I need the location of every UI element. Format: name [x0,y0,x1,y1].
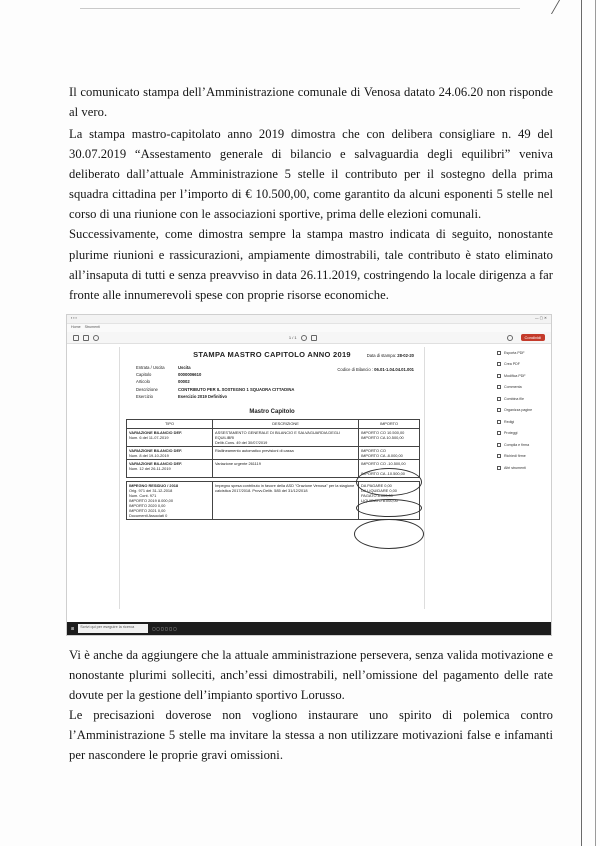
handdrawn-circle [356,499,422,517]
taskbar-icons[interactable]: ◻ ◻ ◻ ◻ ◻ ◻ [152,627,177,631]
windows-taskbar [67,622,551,635]
viewer-titlebar: ▪ ▪ ▪ — ▢ ✕ [67,315,551,324]
help-icon[interactable] [507,335,513,341]
paragraph-2: La stampa mastro-capitolato anno 2019 dimostra che con delibera consigliare n. 49 del 30.07.2019 “Assestamento generale di bilancio e salvaguardia degli equilibri” veniva deliberato dall’attuale Amministrazione 5 stelle il contributo per il sostegno della prima squadra cittadina per l’importo di € 10.500,00, come garantito da alcuni esponenti 5 stelle nel corso di una riunione con le associazioni sportive, prima delle elezioni comunali. [69,127,553,222]
search-icon[interactable] [93,335,99,341]
more-icon [497,466,501,470]
paragraph-4: Vi è anche da aggiungere che la attuale amministrazione persevera, senza valida motivazione e nonostante plurimi solleciti, anch’essi dimostrabili, nell’omissione del pagamento delle rate dovute per la gestione dell’impianto sportivo Lorusso. [69,648,553,703]
paragraph-block-2 [69,124,553,305]
tool-redact[interactable]: Redigi [497,416,549,428]
col-tipo: TIPO [127,419,213,428]
table-row: VARIAZIONE BILANCIO DEF. Num. 6 del 11-07-2019 ASSESTAMENTO GENERALE DI BILANCIO E SALVAGUARDIA DEGLI EQUILIBRI Delib.Cons. 49 del 30/07/2019 IMPORTO CO 10.500,00 IMPORTO CA 10.500,00 [127,428,420,446]
request-icon [497,454,501,458]
viewer-toolbar [67,332,551,344]
combine-icon [497,397,501,401]
paragraph-block-3 [69,645,553,766]
sign-icon [497,443,501,447]
codice-bilancio: Codice di Bilancio : 06.01-1.04.04.01.001 [337,367,414,372]
taskbar-search[interactable]: Scrivi qui per eseguire la ricerca [78,624,148,633]
doc-title: STAMPA MASTRO CAPITOLO ANNO 2019 [193,350,351,359]
tool-request-sign[interactable]: Richiedi firme [497,451,549,463]
redact-icon [497,420,501,424]
tool-organize[interactable]: Organizza pagine [497,405,549,417]
tool-fill-sign[interactable]: Compila e firma [497,439,549,451]
handdrawn-circle [356,468,422,496]
page-edge-outer [595,0,596,846]
tool-protect[interactable]: Proteggi [497,428,549,440]
paragraph-5: Le precisazioni doverose non vogliono instaurare uno spirito di polemica contro l’Amministrazione 5 stelle ma invitare la stessa a non utilizzare motivazioni false e infamanti per nascondere le proprie gravi omissioni. [69,708,553,763]
doc-fields: Entrata / Uscita Uscita Capitolo 0000006610 Articolo 00002 Descrizione CONTRIBUTO PER IL SOSTEGNO 1 SQUADRA CITTADINA Esercizio Esercizio 2019 Definitivo [136,365,295,399]
windows-start-icon[interactable]: ⊞ [71,627,75,631]
table-row: VARIAZIONE BILANCIO DEF. Num. 8 del 19-10-2019 Riallineamento automatico previsioni di cassa IMPORTO CO IMPORTO CA -8.000,00 [127,446,420,459]
tool-comment[interactable]: Commenta [497,382,549,394]
edit-icon [497,374,501,378]
top-rule [80,8,520,9]
page-indicator: 1 / 1 [288,335,297,340]
share-button[interactable]: Condividi [521,334,545,341]
tools-panel [497,347,549,474]
col-descrizione: DESCRIZIONE [213,419,359,428]
page-edge [581,0,582,846]
menu-home[interactable]: Home [71,325,81,329]
save-icon[interactable] [73,335,79,341]
paragraph-3: Successivamente, come dimostra sempre la stampa mastro indicata di seguito, nonostante plurime riunioni e rassicurazioni, ampiamente dimostrabili, tale contributo è stato eliminato all’insaputa di tutti e senza preavviso in data 26.11.2019, costringendo la locale dirigenza a far fronte alle innumerevoli spese con proprie risorse economiche. [69,227,553,302]
mastro-heading: Mastro Capitolo [249,408,295,415]
handdrawn-circle [354,519,424,549]
protect-icon [497,431,501,435]
comment-icon [497,385,501,389]
tool-export-pdf[interactable]: Esporta PDF [497,347,549,359]
pen-icon[interactable] [311,335,317,341]
table-row: VARIAZIONE BILANCIO DEF. Num. 12 del 26-11-2019 Variazione urgente 261119 IMPORTO CO -10.500,00 IMPORTO CA -10.500,00 [127,459,420,477]
viewer-menubar [67,324,551,332]
print-icon[interactable] [83,335,89,341]
tool-combine[interactable]: Combina file [497,393,549,405]
embedded-screenshot [66,314,552,636]
paragraph-1: Il comunicato stampa dell’Amministrazione comunale di Venosa datato 24.06.20 non risponde al vero. [69,85,553,120]
export-icon [497,351,501,355]
tool-more[interactable]: Altri strumenti [497,462,549,474]
corner-mark [534,0,560,14]
create-icon [497,362,501,366]
organize-icon [497,408,501,412]
table-row-impegno: IMPEGNO RESIDUO / 2018 Orig. 971 del 31-12-2018 Num. Cont. 971 IMPORTO 2019 8.000,00 IMPORTO 2020 0,00 IMPORTO 2021 0,00 Documenti Associati 0 Impegno spesa contributo in favore della ASD "Orazione Venosa" per la stagione calcistica 2017/2018. Provv.Delib. 585 del 31/12/2018 DA PAGARE 0,00 DA LIQUIDARE 0,00 PAGATO 8.000,00 LIQUIDATO 8.000,00 [127,481,420,519]
document-page [119,347,425,609]
zoom-icon[interactable] [301,335,307,341]
tool-create-pdf[interactable]: Crea PDF [497,359,549,371]
menu-tools[interactable]: Strumenti [84,325,100,329]
col-importo: IMPORTO [359,419,420,428]
tool-edit-pdf[interactable]: Modifica PDF [497,370,549,382]
print-date: Data di stampa: 28-02-20 [366,353,414,358]
